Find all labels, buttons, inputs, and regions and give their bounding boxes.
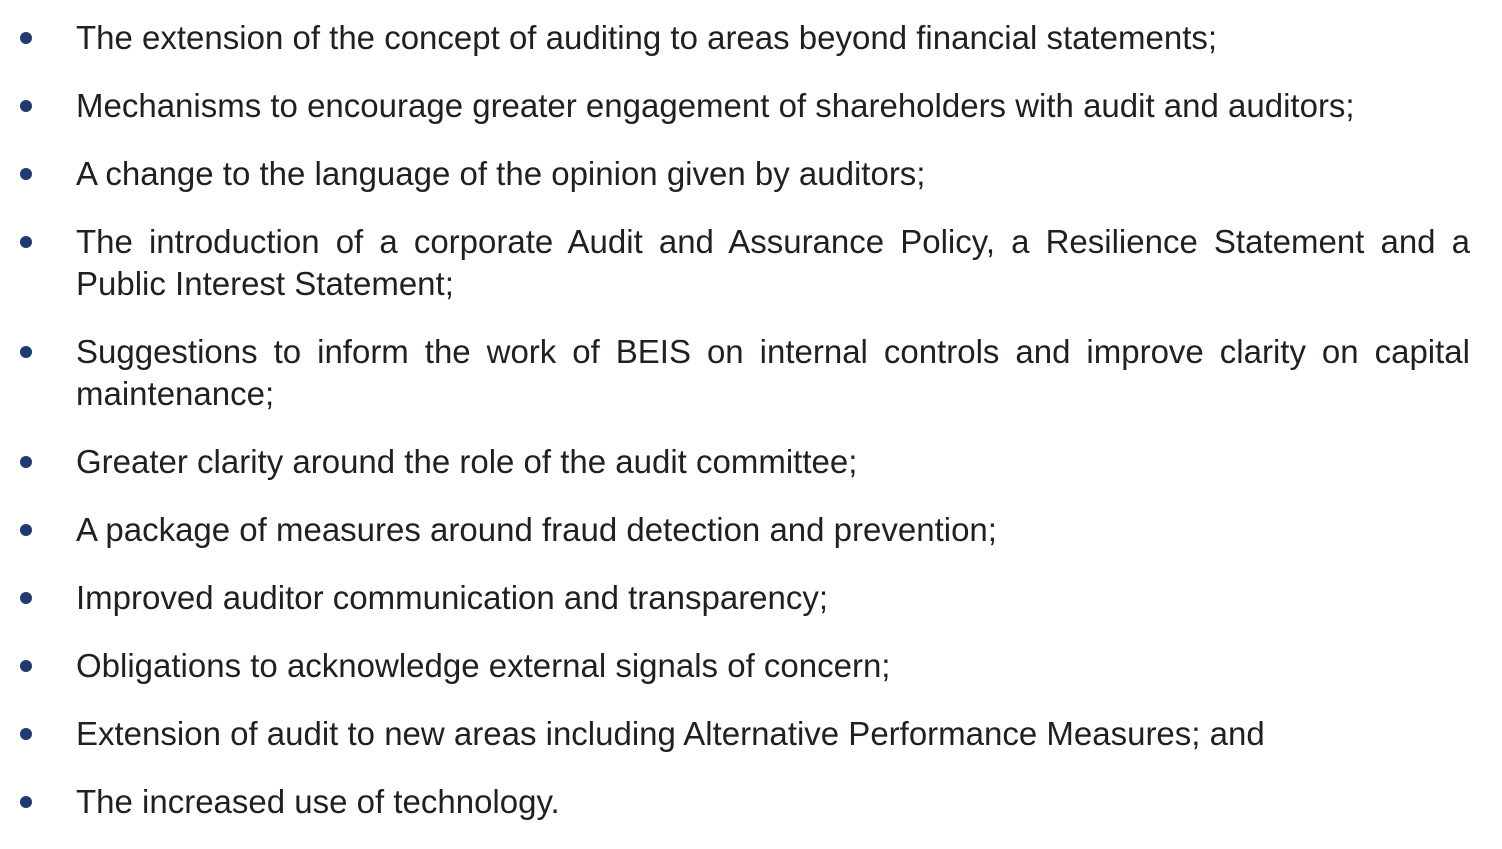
list-item [0,153,1470,195]
list-item [0,331,1470,415]
list-item-text: Obligations to acknowledge external signals of concern; [76,647,891,684]
list-item-text: Improved auditor communication and transparency; [76,579,829,616]
list-item-text: Greater clarity around the role of the audit committee; [76,443,858,480]
list-item [0,509,1470,551]
list-item [0,577,1470,619]
bullet-icon [20,32,32,44]
bullet-icon [20,660,32,672]
list-item [0,17,1470,59]
list-item-text: Extension of audit to new areas including Alternative Performance Measures; and [76,715,1265,752]
list-item-text: The increased use of technology. [76,783,560,820]
list-item [0,221,1470,305]
bullet-icon [20,456,32,468]
list-item-text: Mechanisms to encourage greater engagement of shareholders with audit and auditors; [76,87,1355,124]
bullet-list [0,17,1502,849]
list-item [0,85,1470,127]
list-item [0,713,1470,755]
bullet-icon [20,728,32,740]
list-item-text: A change to the language of the opinion given by auditors; [76,155,926,192]
bullet-icon [20,592,32,604]
bullet-icon [20,100,32,112]
bullet-icon [20,796,32,808]
list-item-text: The extension of the concept of auditing to areas beyond financial statements; [76,19,1218,56]
list-item-text: Suggestions to inform the work of BEIS on internal controls and improve clarity on capital maintenance; [76,333,1470,412]
list-item [0,441,1470,483]
bullet-icon [20,524,32,536]
bullet-icon [20,346,32,358]
bullet-icon [20,236,32,248]
list-item [0,645,1470,687]
list-item-text: A package of measures around fraud detection and prevention; [76,511,997,548]
bullet-icon [20,168,32,180]
list-item-text: The introduction of a corporate Audit and Assurance Policy, a Resilience Statement and a Public Interest Statement; [76,223,1470,302]
list-item [0,781,1470,823]
